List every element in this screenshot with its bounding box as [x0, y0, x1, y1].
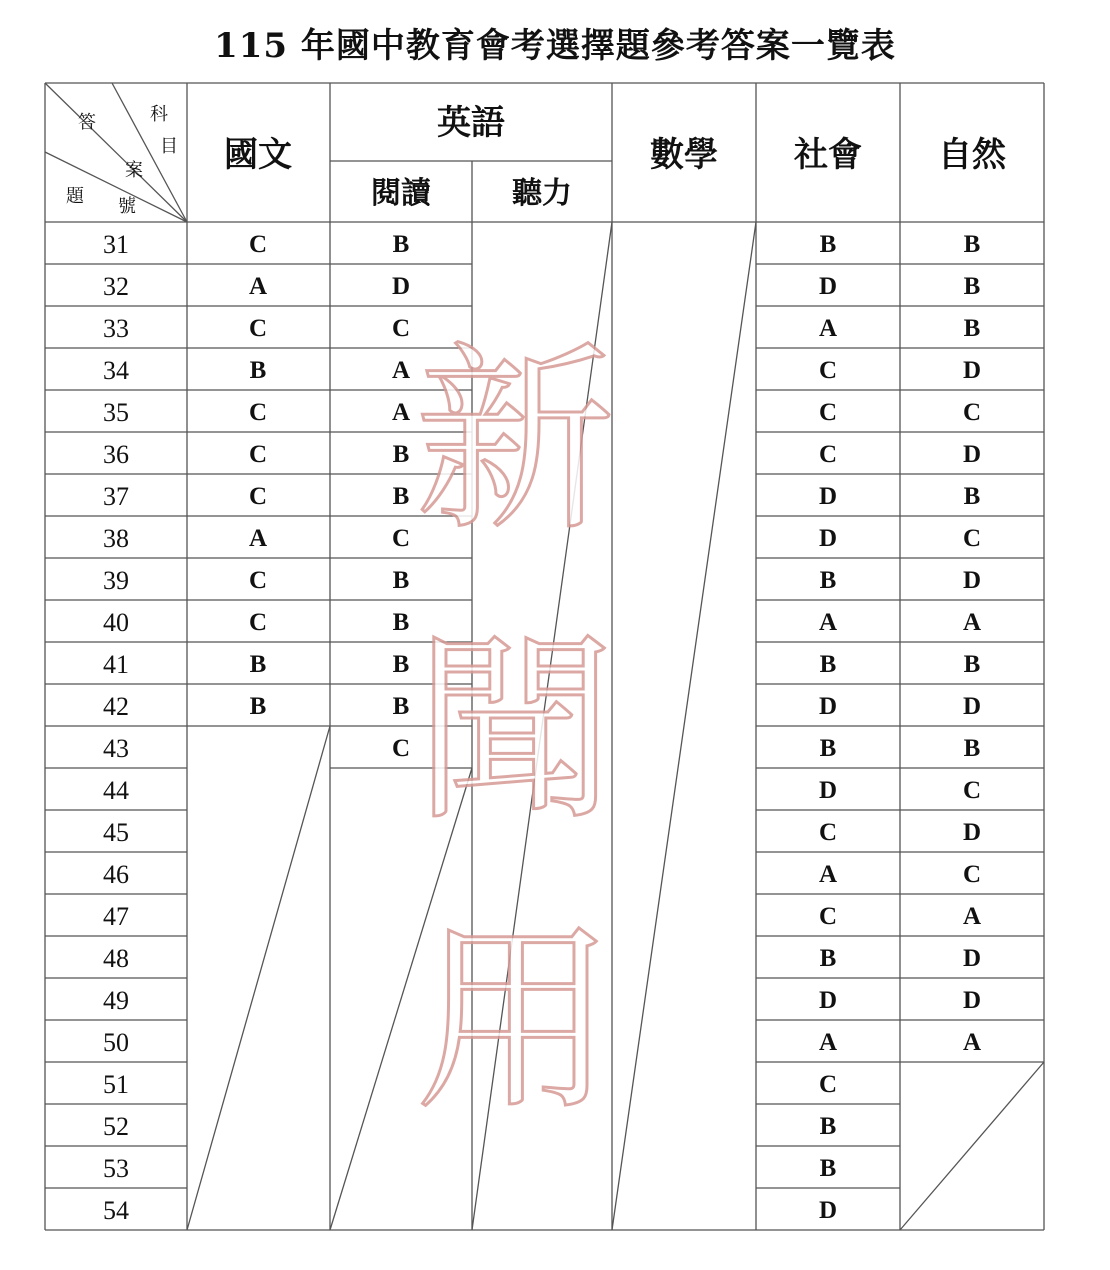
social-answer: D [818, 693, 838, 720]
social-answer: D [818, 987, 838, 1014]
english-reading-answer: B [392, 693, 410, 720]
watermark [415, 325, 615, 1138]
header-english-reading: 閱讀 [371, 176, 431, 211]
social-answer: C [818, 441, 838, 468]
social-answer: D [818, 273, 838, 300]
social-answer: A [818, 315, 838, 342]
social-answer: B [819, 567, 837, 594]
question-number: 50 [103, 1028, 129, 1057]
social-answer: D [818, 483, 838, 510]
chinese-answer: C [248, 315, 268, 342]
corner-label-number-1: 題 [66, 186, 84, 207]
science-answer: D [962, 819, 982, 846]
social-answer: C [818, 399, 838, 426]
english-reading-answer: C [391, 525, 411, 552]
question-number: 39 [103, 566, 129, 595]
science-answer: D [962, 441, 982, 468]
chinese-answer: C [248, 231, 268, 258]
question-number: 47 [103, 902, 129, 931]
question-number: 37 [103, 482, 129, 511]
social-answer: D [818, 777, 838, 804]
table-header [66, 103, 1007, 217]
chinese-empty-diagonal [187, 726, 330, 1230]
header-english-listening: 聽力 [512, 176, 572, 211]
science-answer: B [963, 315, 981, 342]
question-number: 33 [103, 314, 129, 343]
question-number: 35 [103, 398, 129, 427]
question-number: 42 [103, 692, 129, 721]
science-answer: B [963, 483, 981, 510]
english-reading-answer: C [391, 735, 411, 762]
science-answer: C [962, 399, 982, 426]
question-number: 31 [103, 230, 129, 259]
english-reading-answer: B [392, 483, 410, 510]
question-number: 44 [103, 776, 129, 805]
corner-label-subject-1: 科 [150, 104, 168, 125]
chinese-answer: A [248, 273, 268, 300]
social-answer: B [819, 735, 837, 762]
corner-label-answer-1: 答 [78, 112, 96, 133]
question-number: 46 [103, 860, 129, 889]
watermark-char-3: 用 [414, 905, 616, 1138]
corner-label-subject-2: 目 [160, 136, 178, 157]
social-answer: C [818, 819, 838, 846]
science-answer: B [963, 231, 981, 258]
chinese-answer: B [249, 651, 267, 678]
social-answer: A [818, 609, 838, 636]
math-empty-diagonal [612, 222, 756, 1230]
question-number: 43 [103, 734, 129, 763]
header-math: 數學 [650, 135, 718, 175]
social-answer: D [818, 1197, 838, 1224]
corner-label-answer-2: 案 [125, 160, 143, 181]
question-number: 45 [103, 818, 129, 847]
social-answer: B [819, 231, 837, 258]
header-chinese: 國文 [224, 135, 292, 175]
science-answer: A [962, 1029, 982, 1056]
social-answer: B [819, 1113, 837, 1140]
science-answer: B [963, 735, 981, 762]
social-answer: A [818, 861, 838, 888]
social-answer: C [818, 357, 838, 384]
question-number: 52 [103, 1112, 129, 1141]
science-answer: A [962, 903, 982, 930]
english-reading-answer: A [391, 357, 411, 384]
science-empty-diagonal [900, 1062, 1044, 1230]
watermark-char-1: 新 [414, 325, 616, 558]
social-answer: B [819, 651, 837, 678]
english-reading-answer: B [392, 651, 410, 678]
question-number: 49 [103, 986, 129, 1015]
question-number: 32 [103, 272, 129, 301]
social-answer: A [818, 1029, 838, 1056]
question-number: 34 [103, 356, 129, 385]
chinese-answer: B [249, 357, 267, 384]
english-reading-answer: B [392, 609, 410, 636]
chinese-answer: B [249, 693, 267, 720]
question-number: 41 [103, 650, 129, 679]
chinese-answer: C [248, 441, 268, 468]
english-reading-answer: B [392, 231, 410, 258]
science-answer: D [962, 693, 982, 720]
header-english: 英語 [437, 103, 505, 143]
english-reading-answer: B [392, 441, 410, 468]
watermark-char-2: 聞 [414, 615, 616, 848]
science-answer: B [963, 273, 981, 300]
chinese-answer: C [248, 567, 268, 594]
science-answer: D [962, 945, 982, 972]
science-answer: D [962, 567, 982, 594]
question-number: 36 [103, 440, 129, 469]
question-number: 40 [103, 608, 129, 637]
english-reading-answer: A [391, 399, 411, 426]
question-number: 53 [103, 1154, 129, 1183]
header-science: 自然 [938, 135, 1006, 175]
chinese-answer: C [248, 483, 268, 510]
social-answer: D [818, 525, 838, 552]
question-number: 51 [103, 1070, 129, 1099]
social-answer: B [819, 945, 837, 972]
english-reading-answer: D [391, 273, 411, 300]
social-answer: C [818, 1071, 838, 1098]
chinese-answer: A [248, 525, 268, 552]
science-answer: C [962, 525, 982, 552]
science-answer: A [962, 609, 982, 636]
question-number: 38 [103, 524, 129, 553]
science-answer: C [962, 777, 982, 804]
science-answer: D [962, 357, 982, 384]
english-reading-answer: B [392, 567, 410, 594]
header-social: 社會 [794, 135, 862, 175]
science-answer: B [963, 651, 981, 678]
question-number: 54 [103, 1196, 129, 1225]
science-answer: D [962, 987, 982, 1014]
chinese-answer: C [248, 399, 268, 426]
question-number: 48 [103, 944, 129, 973]
chinese-answer: C [248, 609, 268, 636]
social-answer: C [818, 903, 838, 930]
page-title: 115 年國中教育會考選擇題參考答案一覽表 [214, 26, 896, 66]
social-answer: B [819, 1155, 837, 1182]
science-answer: C [962, 861, 982, 888]
english-reading-answer: C [391, 315, 411, 342]
corner-label-number-2: 號 [118, 196, 136, 217]
